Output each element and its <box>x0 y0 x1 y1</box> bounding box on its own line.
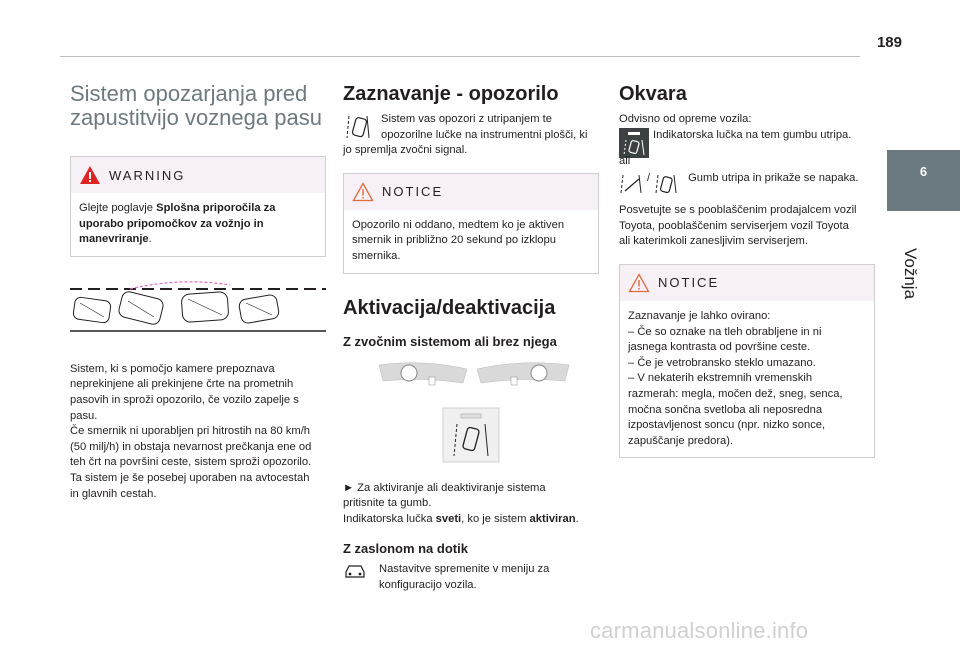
watermark: carmanualsonline.info <box>590 618 809 643</box>
notice-label: NOTICE <box>382 184 444 200</box>
subtitle-touchscreen: Z zaslonom na dotik <box>343 541 468 557</box>
page-title: Sistem opozarjanja pred zapustitvijo voznega pasu <box>70 81 322 130</box>
lane-fault-icon-2 <box>654 171 678 197</box>
car-settings-icon <box>343 562 367 580</box>
page-number: 189 <box>876 34 902 51</box>
detection-intro: Sistem vas opozori z utripanjem te opozorilne lučke na instrumentni plošči, ki jo spremlja zvočni signal. <box>343 113 588 157</box>
fault-row: / Gumb utripa in prikaže se napaka. <box>619 171 875 197</box>
warning-text: Glejte poglavje Splošna priporočila za uporabo pripomočkov za vožnjo in manevriranje. <box>79 202 276 246</box>
warning-box <box>70 156 326 257</box>
subtitle-audio-system: Z zvočnim sistemom ali brez njega <box>343 333 557 349</box>
lane-warning-icon <box>345 112 371 142</box>
warning-header <box>71 157 325 193</box>
activation-instructions: ► Za aktiviranje ali deaktiviranje sistema pritisnite ta gumb. Indikatorska lučka sveti, ko je sistem aktiviran. <box>343 481 579 525</box>
lane-fault-icon-1 <box>619 171 643 197</box>
top-rule <box>60 56 860 57</box>
chapter-label: Vožnja <box>901 248 920 300</box>
steering-wheel-buttons <box>343 359 599 399</box>
malfunction-indicator-row: Indikatorska lučka na tem gumbu utripa. <box>619 128 875 158</box>
notice-icon <box>628 273 650 293</box>
system-description: Sistem, ki s pomočjo kamere prepoznava neprekinjene ali prekinjene črte na prometnih pasovih in sproži opozorilo, če vozilo zapelje s pasu. Če smernik ni uporabljen pri hitrostih na 80 km/h (50 milj/h) in obstaja nevarnost prečkanja ene od teh črt na površini ceste, sistem sproži opozorilo. Ta sistem je še posebej uporaben na avtocestah in glavnih cestah. <box>70 362 312 500</box>
notice-text-2: Zaznavanje je lahko ovirano: – Če so oznake na tleh obrabljene in ni jasnega kontrasta od površine ceste. – Če je vetrobransko steklo umazano. – V nekaterih ekstremnih vremenskih razmerah: megla, močen dež, sneg, senca, močna sončna svetloba ali neposredna izpostavljenost soncu (npr. nizko sonce, zapuščanje predora). <box>628 309 843 447</box>
dealer-advice: Posvetujte se s pooblaščenim prodajalcem vozil Toyota, pooblaščenim serviserjem vozil Toyota ali katerimkoli zanesljivim serviserjem. <box>619 204 857 248</box>
lane-departure-illustration <box>70 279 326 341</box>
column-1 <box>70 82 326 502</box>
slash-text: / <box>647 172 651 185</box>
touchscreen-instructions: Nastavitve spremenite v meniju za konfiguracijo vozila. <box>343 562 599 593</box>
notice-label-2: NOTICE <box>658 275 720 291</box>
chapter-tab[interactable]: 6 <box>887 150 960 211</box>
warning-label: WARNING <box>109 167 186 183</box>
lane-assist-button-icon <box>343 406 599 464</box>
section-title-malfunction: Okvara <box>619 83 687 105</box>
notice-icon <box>352 182 374 202</box>
notice-header <box>344 174 598 210</box>
malfunction-line1: Odvisno od opreme vozila: <box>619 113 752 125</box>
notice-box-detection <box>343 173 599 274</box>
section-title-activation: Aktivacija/deaktivacija <box>343 296 556 319</box>
notice-text: Opozorilo ni oddano, medtem ko je aktiven smernik in približno 20 sekund po izklopu smernika. <box>352 218 565 262</box>
section-title-detection: Zaznavanje - opozorilo <box>343 83 559 105</box>
warning-icon <box>79 165 101 185</box>
ali-text: ali <box>619 154 631 167</box>
column-3 <box>619 82 875 458</box>
notice-box-malfunction <box>619 264 875 458</box>
notice-header-2 <box>620 265 874 301</box>
column-2 <box>343 82 599 594</box>
